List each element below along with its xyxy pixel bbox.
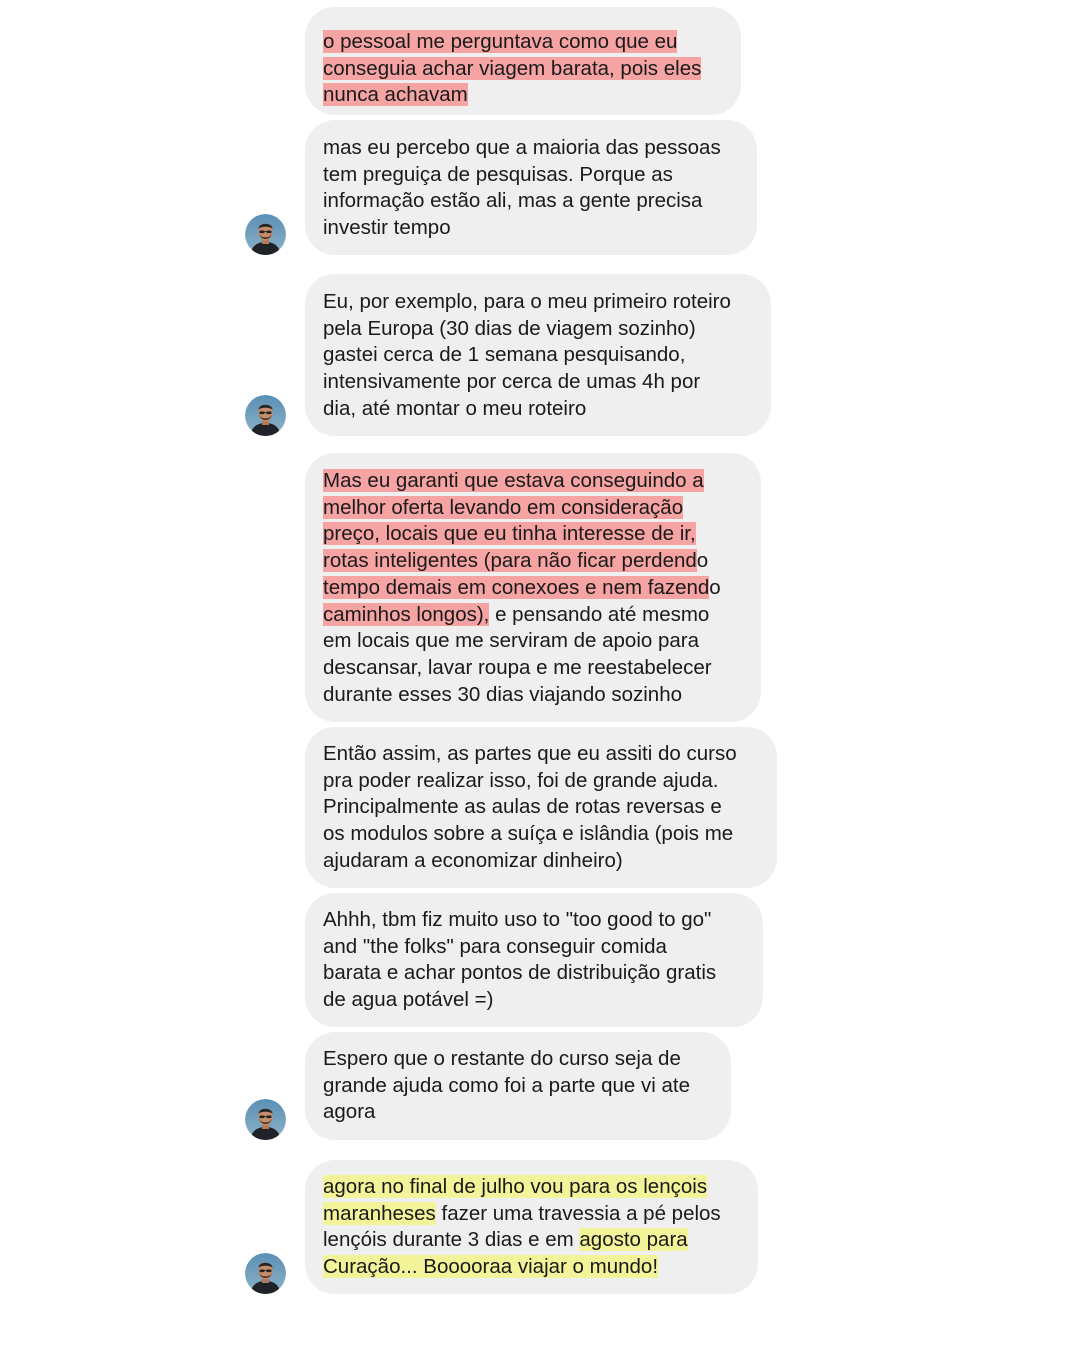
message-text: grande ajuda como foi a parte que vi ate xyxy=(323,1073,690,1097)
message-bubble[interactable] xyxy=(305,1032,731,1140)
highlighted-text: o pessoal me perguntava como que eu xyxy=(323,30,678,53)
highlighted-text: tempo demais em conexoes e nem fazend xyxy=(323,575,710,599)
message-line xyxy=(323,768,759,795)
message-line xyxy=(323,82,723,109)
message-bubble[interactable] xyxy=(305,1160,758,1294)
message-text: lençóis durante 3 dias e em xyxy=(323,1228,580,1252)
highlighted-text: preço, locais que eu tinha interesse de ir, xyxy=(323,522,696,546)
message-bubble[interactable] xyxy=(305,453,761,722)
message-bubble[interactable] xyxy=(305,120,757,255)
avatar xyxy=(245,1253,286,1294)
highlighted-text: agosto para xyxy=(579,1228,688,1252)
user-avatar-icon xyxy=(245,395,286,436)
message-line xyxy=(323,960,745,987)
message-text: ajudaram a economizar dinheiro) xyxy=(323,848,623,872)
highlighted-text: Mas eu garanti que estava conseguindo a xyxy=(323,469,704,492)
message-text: intensivamente por cerca de umas 4h por xyxy=(323,370,701,394)
message-text: o xyxy=(696,549,709,573)
avatar xyxy=(245,1099,286,1140)
message-line xyxy=(323,1254,740,1281)
message-bubble[interactable] xyxy=(305,7,741,115)
message-line xyxy=(323,215,739,242)
message-line xyxy=(323,56,723,83)
message-text: Então assim, as partes que eu assiti do curso xyxy=(323,742,737,765)
message-line xyxy=(323,468,743,495)
message-line xyxy=(323,1201,740,1228)
message-line xyxy=(323,987,745,1014)
message-line xyxy=(323,628,743,655)
message-text: e pensando até mesmo xyxy=(489,602,710,626)
message-line xyxy=(323,575,743,602)
message-line xyxy=(323,548,743,575)
message-text: pra poder realizar isso, foi de grande ajuda. xyxy=(323,768,719,792)
message-line xyxy=(323,1174,740,1201)
highlighted-text: melhor oferta levando em consideração xyxy=(323,495,684,519)
message-line xyxy=(323,794,759,821)
message-text: tem preguiça de pesquisas. Porque as xyxy=(323,162,673,186)
message-bubble[interactable] xyxy=(305,893,763,1027)
message-text: Eu, por exemplo, para o meu primeiro roteiro xyxy=(323,290,731,313)
message-line xyxy=(323,396,753,423)
message-line xyxy=(323,1073,713,1100)
message-text: de agua potável =) xyxy=(323,988,494,1012)
message-line xyxy=(323,1099,713,1126)
message-text: o xyxy=(709,575,721,599)
message-text: Principalmente as aulas de rotas reversas e xyxy=(323,795,722,819)
message-text: dia, até montar o meu roteiro xyxy=(323,396,587,420)
message-line xyxy=(323,342,753,369)
message-text: os modulos sobre a suíça e islândia (pois me xyxy=(323,822,734,846)
message-bubble[interactable] xyxy=(305,274,771,436)
message-text: gastei cerca de 1 semana pesquisando, xyxy=(323,343,686,367)
message-line xyxy=(323,1046,713,1073)
message-line xyxy=(323,289,753,316)
message-line xyxy=(323,907,745,934)
highlighted-text: nunca achavam xyxy=(323,83,468,107)
message-text: mas eu percebo que a maioria das pessoas xyxy=(323,136,721,159)
message-text: investir tempo xyxy=(323,216,451,240)
highlighted-text: Curação... Booooraa viajar o mundo! xyxy=(323,1255,659,1279)
message-text: pela Europa (30 dias de viagem sozinho) xyxy=(323,316,696,340)
message-text: and "the folks" para conseguir comida xyxy=(323,934,667,958)
user-avatar-icon xyxy=(245,214,286,255)
message-line xyxy=(323,848,759,875)
message-text: agora xyxy=(323,1100,376,1124)
highlighted-text: agora no final de julho vou para os lençois xyxy=(323,1175,708,1198)
message-line xyxy=(323,602,743,629)
message-line xyxy=(323,135,739,162)
message-line xyxy=(323,821,759,848)
message-line xyxy=(323,495,743,522)
message-line xyxy=(323,1227,740,1254)
avatar xyxy=(245,214,286,255)
message-line xyxy=(323,934,745,961)
avatar xyxy=(245,395,286,436)
message-line xyxy=(323,162,739,189)
highlighted-text: caminhos longos), xyxy=(323,602,490,626)
message-bubble[interactable] xyxy=(305,727,777,888)
highlighted-text: rotas inteligentes (para não ficar perdend xyxy=(323,549,697,573)
message-text: fazer uma travessia a pé pelos xyxy=(435,1201,721,1225)
message-line xyxy=(323,521,743,548)
message-text: Espero que o restante do curso seja de xyxy=(323,1047,681,1070)
message-line xyxy=(323,741,759,768)
user-avatar-icon xyxy=(245,1253,286,1294)
highlighted-text: maranheses xyxy=(323,1201,436,1225)
message-text: Ahhh, tbm fiz muito uso to "too good to go" xyxy=(323,908,712,931)
message-line xyxy=(323,29,723,56)
user-avatar-icon xyxy=(245,1099,286,1140)
message-text: durante esses 30 dias viajando sozinho xyxy=(323,682,682,706)
message-text: informação estão ali, mas a gente precisa xyxy=(323,189,703,213)
message-line xyxy=(323,655,743,682)
highlighted-text: conseguia achar viagem barata, pois eles xyxy=(323,56,702,80)
message-line xyxy=(323,316,753,343)
message-text: barata e achar pontos de distribuição gratis xyxy=(323,961,717,985)
message-line xyxy=(323,188,739,215)
message-line xyxy=(323,682,743,709)
message-text: em locais que me serviram de apoio para xyxy=(323,629,700,653)
message-text: descansar, lavar roupa e me reestabelecer xyxy=(323,655,712,679)
message-line xyxy=(323,369,753,396)
